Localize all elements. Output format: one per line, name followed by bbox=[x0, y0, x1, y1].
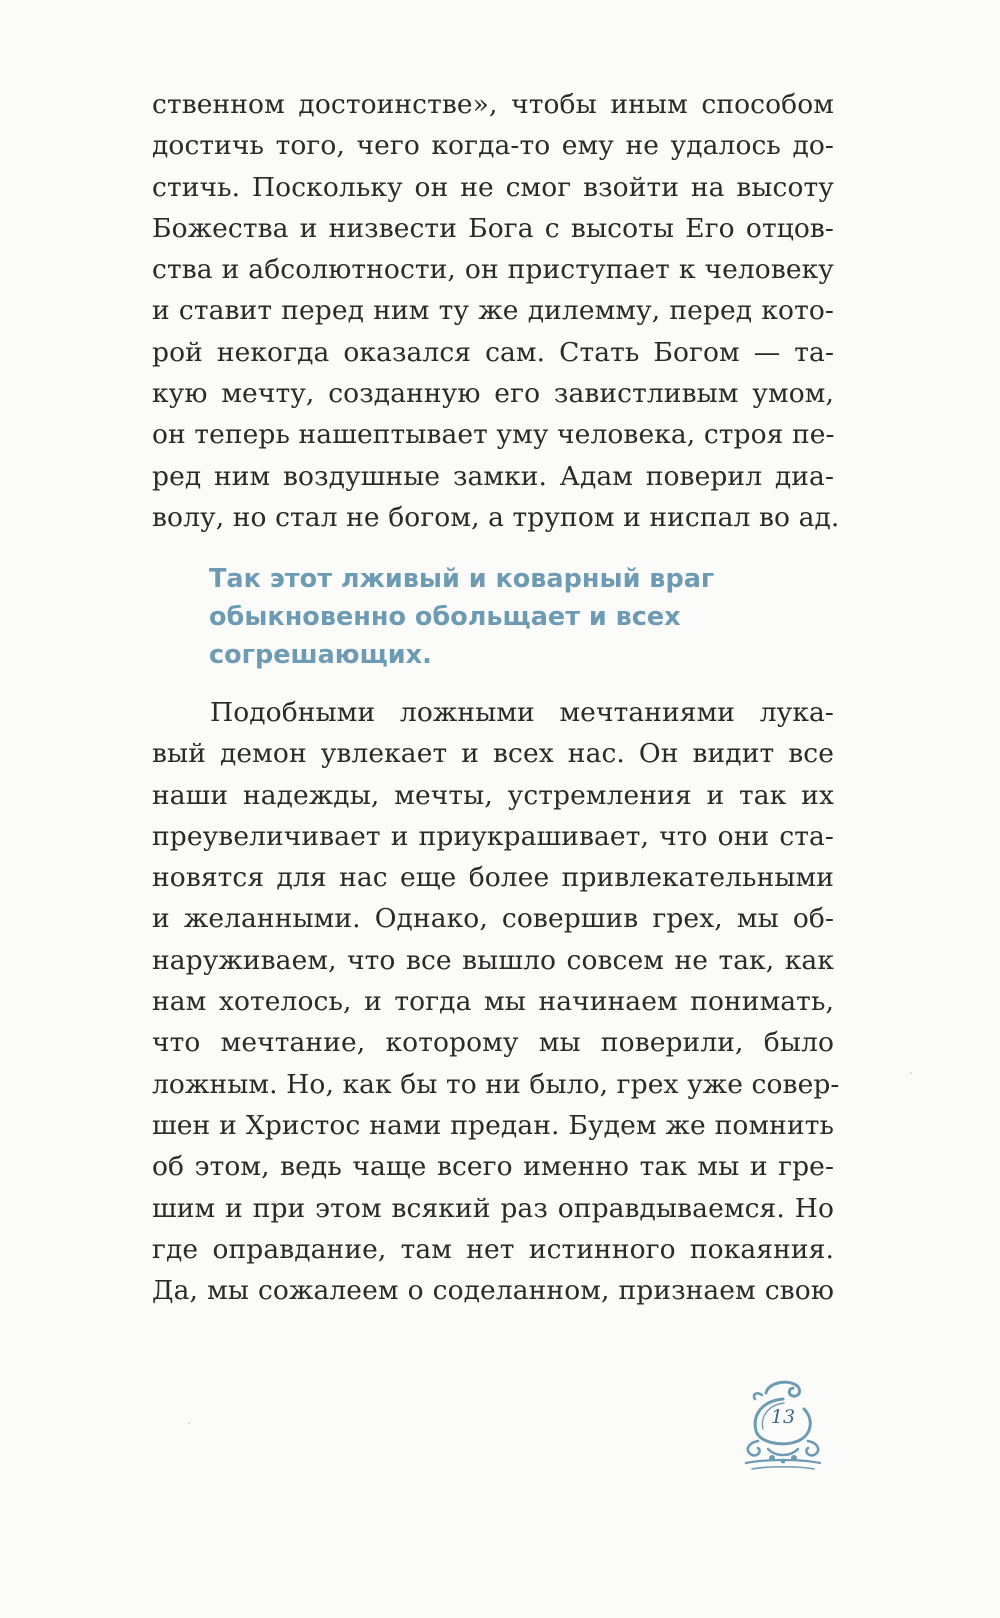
paragraph-1-line: ственном достоинстве», чтобы иным способом bbox=[152, 89, 834, 120]
quote-line: Так этот лживый и коварный враг bbox=[209, 564, 715, 594]
paragraph-2-line: где оправдание, там нет истинного покаяния. bbox=[152, 1233, 834, 1265]
paragraph-2-line: нам хотелось, и тогда мы начинаем понимать, bbox=[152, 986, 834, 1018]
paper-speck bbox=[910, 1072, 912, 1074]
page-number: 13 bbox=[770, 1406, 796, 1428]
paragraph-2-line: новятся для нас еще более привлекательными bbox=[152, 862, 834, 894]
paragraph-1-line: стичь. Поскольку он не смог взойти на высоту bbox=[152, 171, 834, 203]
quote-line: согрешающих. bbox=[209, 640, 432, 670]
paragraph-2-line: шим и при этом всякий раз оправдываемся. Но bbox=[152, 1192, 834, 1224]
paragraph-1-line: рой некогда оказался сам. Стать Богом — та- bbox=[152, 336, 834, 368]
paragraph-2-line: наруживаем, что все вышло совсем не так, как bbox=[152, 944, 834, 976]
paragraph-1-line: волу, но стал не богом, а трупом и ниспал во ад. bbox=[152, 501, 840, 533]
paragraph-2-line: ложным. Но, как бы то ни было, грех уже совер- bbox=[152, 1068, 840, 1100]
paragraph-2-line: шен и Христос нами предан. Будем же помнить bbox=[152, 1109, 834, 1141]
paragraph-1-line: Божества и низвести Бога с высоты Его отцов- bbox=[152, 212, 834, 244]
paragraph-1 bbox=[152, 84, 840, 538]
paragraph-2-line: наши надежды, мечты, устремления и так их bbox=[152, 779, 834, 811]
paragraph-1-line: он теперь нашептывает уму человека, строя пе- bbox=[152, 419, 835, 451]
paragraph-1-line: ред ним воздушные замки. Адам поверил диа- bbox=[152, 460, 834, 492]
quote-line: обыкновенно обольщает и всех bbox=[209, 602, 681, 632]
paragraph-2 bbox=[152, 692, 840, 1311]
paragraph-1-line: и ставит перед ним ту же дилемму, перед кото- bbox=[152, 295, 834, 327]
paragraph-2-line: что мечтание, которому мы поверили, было bbox=[152, 1027, 834, 1059]
paragraph-2-line: Да, мы сожалеем о соделанном, признаем свою bbox=[152, 1275, 834, 1307]
paragraph-1-line: кую мечту, созданную его завистливым умом, bbox=[152, 378, 834, 410]
paper-speck bbox=[188, 1422, 190, 1424]
paragraph-2-line: вый демон увлекает и всех нас. Он видит все bbox=[152, 738, 834, 770]
paragraph-2-line: об этом, ведь чаще всего именно так мы и гре- bbox=[152, 1151, 834, 1183]
paragraph-2-line: преувеличивает и приукрашивает, что они ста- bbox=[152, 820, 834, 852]
paragraph-2-line: Подобными ложными мечтаниями лука- bbox=[210, 697, 834, 728]
paragraph-1-line: ства и абсолютности, он приступает к человеку bbox=[152, 254, 834, 286]
paragraph-2-line: и желанными. Однако, совершив грех, мы об- bbox=[152, 903, 834, 935]
highlighted-quote bbox=[209, 560, 769, 674]
paragraph-1-line: достичь того, чего когда-то ему не удалось до- bbox=[152, 130, 834, 162]
